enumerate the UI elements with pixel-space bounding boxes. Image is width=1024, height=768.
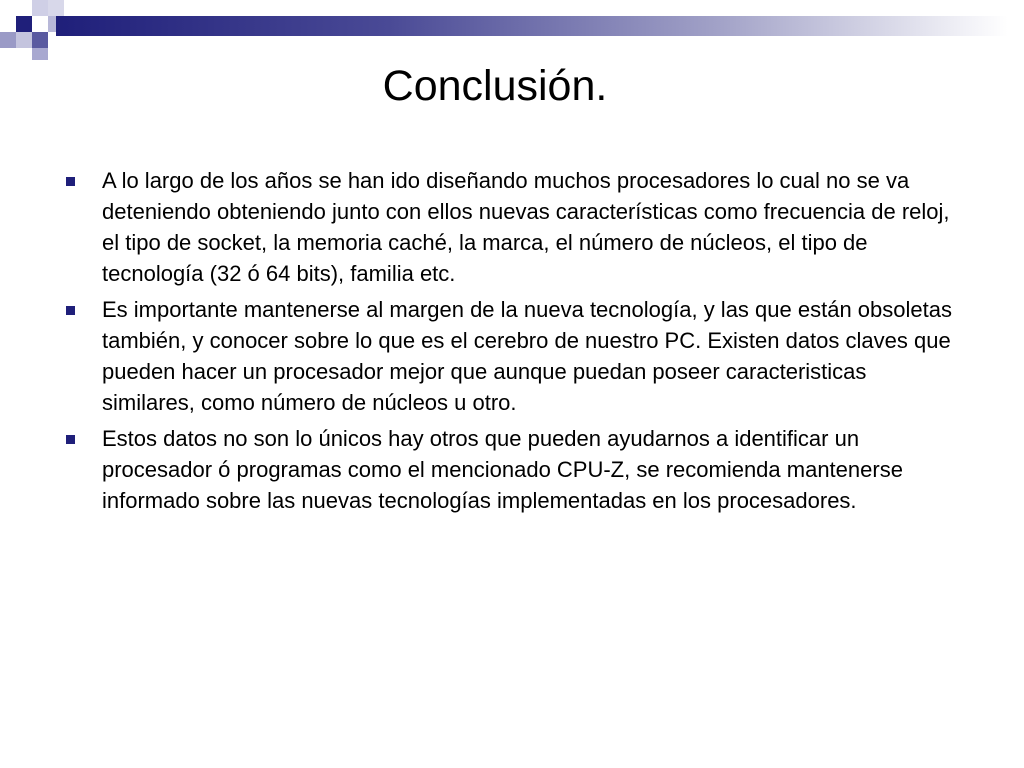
bullet-item — [60, 165, 960, 289]
decorative-square — [32, 16, 48, 32]
decorative-square — [0, 32, 16, 48]
decorative-square — [32, 32, 48, 48]
bullet-item — [60, 294, 960, 418]
decorative-square — [32, 0, 48, 16]
square-bullet-icon — [66, 306, 75, 315]
decorative-square — [48, 0, 64, 16]
bullet-item — [60, 423, 960, 516]
header-gradient-bar — [56, 16, 1008, 36]
square-bullet-icon — [66, 435, 75, 444]
bullet-text: Estos datos no son lo únicos hay otros que pueden ayudarnos a identificar un procesador ó programas como el mencionado CPU-Z, se recomienda mantenerse informado sobre las nuevas tecnologías implementadas en los procesadores. — [102, 426, 903, 513]
slide-title: Conclusión. — [382, 62, 608, 110]
bullet-text: Es importante mantenerse al margen de la nueva tecnología, y las que están obsoletas también, y conocer sobre lo que es el cerebro de nuestro PC. Existen datos claves que pueden hacer un procesador mejor que aunque puedan poseer caracteristicas similares, como número de núcleos u otro. — [102, 297, 952, 415]
bullet-list — [60, 165, 960, 521]
square-bullet-icon — [66, 177, 75, 186]
bullet-text: A lo largo de los años se han ido diseñando muchos procesadores lo cual no se va deteniendo obteniendo junto con ellos nuevas características como frecuencia de reloj, el tipo de socket, la memoria caché, la marca, el número de núcleos, el tipo de tecnología (32 ó 64 bits), familia etc. — [102, 168, 950, 286]
decorative-square — [16, 16, 32, 32]
decorative-square — [16, 32, 32, 48]
